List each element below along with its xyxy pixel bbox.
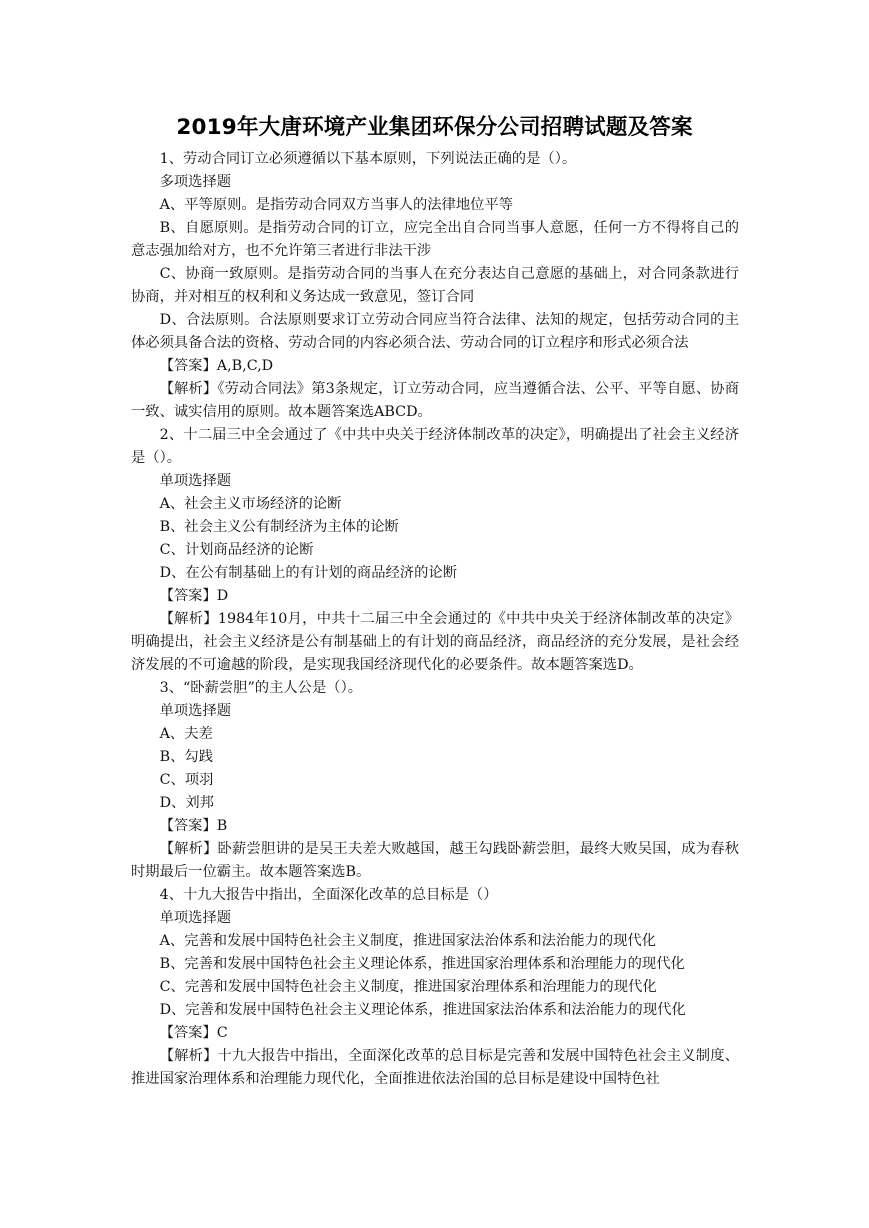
question-4-answer: 【答案】C xyxy=(159,1025,228,1041)
question-2-option-c: C、计划商品经济的论断 xyxy=(159,542,314,558)
question-4-option-a: A、完善和发展中国特色社会主义制度，推进国家法治体系和法治能力的现代化 xyxy=(159,933,657,949)
question-3-option-c: C、项羽 xyxy=(159,772,214,788)
question-2-type: 单项选择题 xyxy=(159,473,232,489)
question-2-option-b: B、社会主义公有制经济为主体的论断 xyxy=(159,519,399,535)
question-1-answer: 【答案】A,B,C,D xyxy=(159,358,274,374)
question-2-stem: 2、十二届三中全会通过了《中共中央关于经济体制改革的决定》，明确提出了社会主义经济是（）。 xyxy=(131,427,739,466)
question-1-option-b: B、自愿原则。是指劳动合同的订立，应完全出自合同当事人意愿，任何一方不得将自己的意志强加给对方，也不允许第三者进行非法干涉 xyxy=(131,220,739,259)
question-4-explanation: 【解析】十九大报告中指出，全面深化改革的总目标是完善和发展中国特色社会主义制度、推进国家治理体系和治理能力现代化，全面推进依法治国的总目标是建设中国特色社 xyxy=(131,1048,739,1087)
question-4-option-d: D、完善和发展中国特色社会主义理论体系，推进国家法治体系和法治能力的现代化 xyxy=(159,1002,686,1018)
question-3-answer: 【答案】B xyxy=(159,818,228,834)
question-3-option-b: B、勾践 xyxy=(159,749,213,765)
question-1-explanation: 【解析】《劳动合同法》第3条规定，订立劳动合同，应当遵循合法、公平、平等自愿、协商一致、诚实信用的原则。故本题答案选ABCD。 xyxy=(131,381,739,420)
question-3-explanation: 【解析】卧薪尝胆讲的是吴王夫差大败越国，越王勾践卧薪尝胆，最终大败吴国，成为春秋时期最后一位霸主。故本题答案选B。 xyxy=(131,841,739,880)
question-3-option-a: A、夫差 xyxy=(159,726,213,742)
question-3-stem: 3、“卧薪尝胆”的主人公是（）。 xyxy=(159,680,363,696)
question-1-option-c: C、协商一致原则。是指劳动合同的当事人在充分表达自己意愿的基础上，对合同条款进行协商，并对相互的权利和义务达成一致意见，签订合同 xyxy=(131,266,739,305)
question-2-answer: 【答案】D xyxy=(159,588,229,604)
question-1-option-d: D、合法原则。合法原则要求订立劳动合同应当符合法律、法知的规定，包括劳动合同的主体必须具备合法的资格、劳动合同的内容必须合法、劳动合同的订立程序和形式必须合法 xyxy=(131,312,739,351)
question-4-stem: 4、十九大报告中指出，全面深化改革的总目标是（） xyxy=(159,887,498,903)
question-2-option-d: D、在公有制基础上的有计划的商品经济的论断 xyxy=(159,565,457,581)
document-title: 2019年大唐环境产业集团环保分公司招聘试题及答案 xyxy=(176,115,693,140)
question-2-explanation: 【解析】1984年10月，中共十二届三中全会通过的《中共中央关于经济体制改革的决定》明确提出，社会主义经济是公有制基础上的有计划的商品经济，商品经济的充分发展，是社会经济发展的不可逾越的阶段，是实现我国经济现代化的必要条件。故本题答案选D。 xyxy=(131,611,739,673)
question-4-option-b: B、完善和发展中国特色社会主义理论体系，推进国家治理体系和治理能力的现代化 xyxy=(159,956,685,972)
question-4-type: 单项选择题 xyxy=(159,910,232,926)
question-3-option-d: D、刘邦 xyxy=(159,795,214,811)
question-3-type: 单项选择题 xyxy=(159,703,232,719)
question-1-type: 多项选择题 xyxy=(159,174,232,190)
question-1-option-a: A、平等原则。是指劳动合同双方当事人的法律地位平等 xyxy=(159,197,514,213)
question-2-option-a: A、社会主义市场经济的论断 xyxy=(159,496,342,512)
question-1-stem: 1、劳动合同订立必须遵循以下基本原则，下列说法正确的是（）。 xyxy=(159,151,577,167)
question-4-option-c: C、完善和发展中国特色社会主义制度，推进国家治理体系和治理能力的现代化 xyxy=(159,979,657,995)
document-body xyxy=(131,148,739,1091)
